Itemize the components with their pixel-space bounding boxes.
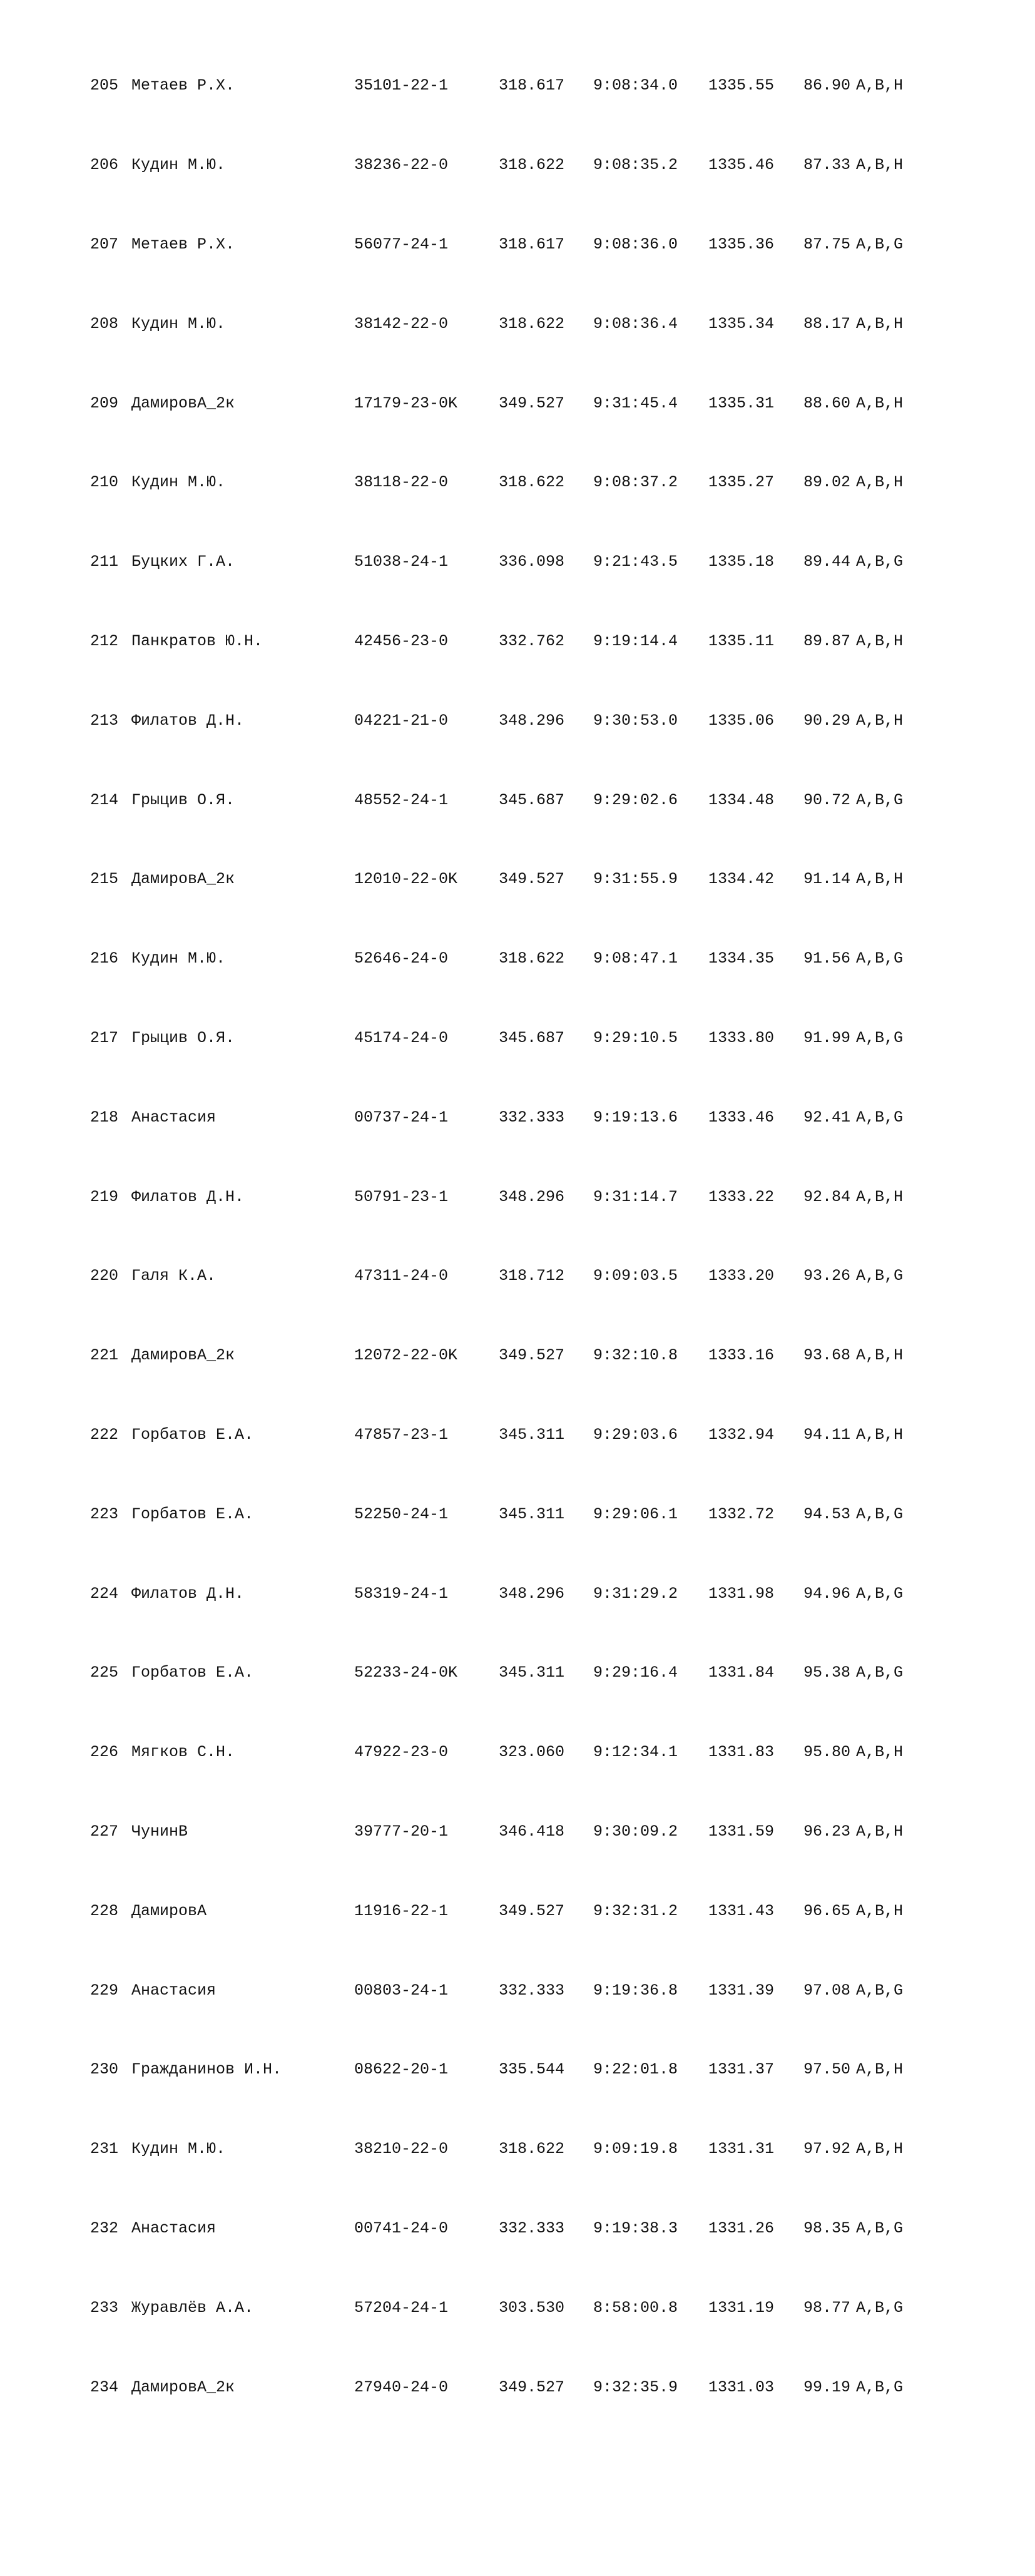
distance-cell: 332.333 (499, 1108, 565, 1127)
name-cell: Кудин М.Ю. (131, 473, 226, 492)
time-cell: 9:29:02.6 (593, 790, 678, 809)
flags-cell: A,B,H (856, 870, 904, 889)
name-cell: Филатов Д.Н. (131, 1187, 245, 1206)
table-row (90, 314, 904, 334)
distance-cell: 348.296 (499, 711, 565, 730)
name-cell: Мягков С.Н. (131, 1743, 235, 1762)
name-cell: Филатов Д.Н. (131, 1584, 245, 1603)
distance-cell: 349.527 (499, 1346, 565, 1365)
distance-cell: 345.311 (499, 1505, 565, 1523)
time-cell: 9:31:14.7 (593, 1187, 678, 1206)
speed-cell: 1334.48 (708, 790, 775, 809)
table-row (90, 1108, 904, 1128)
coefficient-cell: 95.80 (803, 1743, 851, 1762)
name-cell: Журавлёв А.А. (131, 2298, 254, 2317)
speed-cell: 1335.36 (708, 235, 775, 253)
coefficient-cell: 97.50 (803, 2060, 851, 2079)
place-cell: 234 (90, 2378, 119, 2396)
speed-cell: 1333.20 (708, 1267, 775, 1285)
name-cell: Анастасия (131, 1981, 217, 2000)
ring-cell: 51038-24-1 (354, 553, 449, 571)
place-cell: 207 (90, 235, 119, 253)
flags-cell: A,B,H (856, 711, 904, 730)
flags-cell: A,B,H (856, 1901, 904, 1920)
flags-cell: A,B,G (856, 2378, 904, 2396)
table-row (90, 1425, 904, 1445)
ring-cell: 39777-20-1 (354, 1822, 449, 1841)
table-row (90, 2378, 904, 2398)
place-cell: 214 (90, 790, 119, 809)
coefficient-cell: 89.02 (803, 473, 851, 492)
place-cell: 223 (90, 1505, 119, 1523)
place-cell: 231 (90, 2140, 119, 2159)
place-cell: 222 (90, 1425, 119, 1444)
time-cell: 9:08:47.1 (593, 949, 678, 968)
speed-cell: 1335.06 (708, 711, 775, 730)
flags-cell: A,B,G (856, 1267, 904, 1285)
name-cell: Кудин М.Ю. (131, 156, 226, 175)
flags-cell: A,B,H (856, 1187, 904, 1206)
table-row (90, 711, 904, 731)
ring-cell: 52250-24-1 (354, 1505, 449, 1523)
distance-cell: 303.530 (499, 2298, 565, 2317)
speed-cell: 1331.03 (708, 2378, 775, 2396)
distance-cell: 318.622 (499, 949, 565, 968)
ring-cell: 11916-22-1 (354, 1901, 449, 1920)
table-row (90, 790, 904, 810)
distance-cell: 345.311 (499, 1425, 565, 1444)
distance-cell: 318.622 (499, 314, 565, 333)
flags-cell: A,B,H (856, 2060, 904, 2079)
speed-cell: 1332.72 (708, 1505, 775, 1523)
table-row (90, 1822, 904, 1842)
flags-cell: A,B,G (856, 790, 904, 809)
table-row (90, 2139, 904, 2159)
time-cell: 9:31:45.4 (593, 394, 678, 412)
flags-cell: A,B,G (856, 553, 904, 571)
coefficient-cell: 92.84 (803, 1187, 851, 1206)
time-cell: 9:29:03.6 (593, 1425, 678, 1444)
coefficient-cell: 91.99 (803, 1028, 851, 1047)
name-cell: Метаев Р.Х. (131, 76, 235, 95)
table-row (90, 76, 904, 96)
time-cell: 9:30:09.2 (593, 1822, 678, 1841)
coefficient-cell: 87.33 (803, 156, 851, 175)
ring-cell: 00803-24-1 (354, 1981, 449, 2000)
ring-cell: 00741-24-0 (354, 2219, 449, 2237)
flags-cell: A,B,H (856, 631, 904, 650)
place-cell: 206 (90, 156, 119, 175)
distance-cell: 348.296 (499, 1584, 565, 1603)
name-cell: Буцких Г.А. (131, 553, 235, 571)
place-cell: 205 (90, 76, 119, 95)
time-cell: 9:29:16.4 (593, 1664, 678, 1682)
flags-cell: A,B,H (856, 1743, 904, 1762)
flags-cell: A,B,G (856, 1584, 904, 1603)
table-row (90, 2298, 904, 2318)
ring-cell: 38210-22-0 (354, 2140, 449, 2159)
table-row (90, 1505, 904, 1525)
name-cell: Грыцив О.Я. (131, 1028, 235, 1047)
speed-cell: 1331.39 (708, 1981, 775, 2000)
place-cell: 232 (90, 2219, 119, 2237)
place-cell: 230 (90, 2060, 119, 2079)
speed-cell: 1331.43 (708, 1901, 775, 1920)
coefficient-cell: 98.77 (803, 2298, 851, 2317)
ring-cell: 47857-23-1 (354, 1425, 449, 1444)
time-cell: 9:29:06.1 (593, 1505, 678, 1523)
distance-cell: 349.527 (499, 870, 565, 889)
distance-cell: 335.544 (499, 2060, 565, 2079)
coefficient-cell: 99.19 (803, 2378, 851, 2396)
place-cell: 212 (90, 631, 119, 650)
place-cell: 221 (90, 1346, 119, 1365)
flags-cell: A,B,H (856, 2140, 904, 2159)
name-cell: Кудин М.Ю. (131, 2140, 226, 2159)
place-cell: 210 (90, 473, 119, 492)
coefficient-cell: 90.29 (803, 711, 851, 730)
speed-cell: 1335.31 (708, 394, 775, 412)
flags-cell: A,B,H (856, 394, 904, 412)
time-cell: 9:09:03.5 (593, 1267, 678, 1285)
ring-cell: 08622-20-1 (354, 2060, 449, 2079)
flags-cell: A,B,H (856, 76, 904, 95)
coefficient-cell: 90.72 (803, 790, 851, 809)
ring-cell: 50791-23-1 (354, 1187, 449, 1206)
speed-cell: 1333.22 (708, 1187, 775, 1206)
coefficient-cell: 93.68 (803, 1346, 851, 1365)
flags-cell: A,B,G (856, 1108, 904, 1127)
time-cell: 9:30:53.0 (593, 711, 678, 730)
name-cell: ЧунинВ (131, 1822, 188, 1841)
time-cell: 9:19:13.6 (593, 1108, 678, 1127)
table-row (90, 1266, 904, 1286)
coefficient-cell: 91.14 (803, 870, 851, 889)
time-cell: 9:08:36.0 (593, 235, 678, 253)
speed-cell: 1335.34 (708, 314, 775, 333)
flags-cell: A,B,H (856, 1346, 904, 1365)
distance-cell: 345.687 (499, 1028, 565, 1047)
table-row (90, 1028, 904, 1048)
name-cell: Кудин М.Ю. (131, 949, 226, 968)
coefficient-cell: 98.35 (803, 2219, 851, 2237)
time-cell: 9:08:35.2 (593, 156, 678, 175)
speed-cell: 1331.19 (708, 2298, 775, 2317)
table-row (90, 235, 904, 255)
ring-cell: 52233-24-0K (354, 1664, 458, 1682)
speed-cell: 1331.31 (708, 2140, 775, 2159)
distance-cell: 318.617 (499, 235, 565, 253)
table-row (90, 1901, 904, 1921)
name-cell: Гражданинов И.Н. (131, 2060, 282, 2079)
table-row (90, 394, 904, 414)
name-cell: Грыцив О.Я. (131, 790, 235, 809)
time-cell: 9:29:10.5 (593, 1028, 678, 1047)
flags-cell: A,B,G (856, 235, 904, 253)
coefficient-cell: 94.11 (803, 1425, 851, 1444)
distance-cell: 323.060 (499, 1743, 565, 1762)
name-cell: Анастасия (131, 2219, 217, 2237)
place-cell: 226 (90, 1743, 119, 1762)
distance-cell: 318.617 (499, 76, 565, 95)
coefficient-cell: 93.26 (803, 1267, 851, 1285)
time-cell: 9:19:36.8 (593, 1981, 678, 2000)
ring-cell: 48552-24-1 (354, 790, 449, 809)
table-row (90, 2060, 904, 2080)
distance-cell: 318.622 (499, 2140, 565, 2159)
name-cell: Горбатов Е.А. (131, 1505, 254, 1523)
speed-cell: 1335.27 (708, 473, 775, 492)
ring-cell: 04221-21-0 (354, 711, 449, 730)
speed-cell: 1331.59 (708, 1822, 775, 1841)
speed-cell: 1335.11 (708, 631, 775, 650)
place-cell: 220 (90, 1267, 119, 1285)
place-cell: 208 (90, 314, 119, 333)
coefficient-cell: 97.08 (803, 1981, 851, 2000)
place-cell: 225 (90, 1664, 119, 1682)
ring-cell: 42456-23-0 (354, 631, 449, 650)
coefficient-cell: 88.60 (803, 394, 851, 412)
ring-cell: 17179-23-0K (354, 394, 458, 412)
name-cell: Галя К.А. (131, 1267, 217, 1285)
time-cell: 9:31:55.9 (593, 870, 678, 889)
flags-cell: A,B,G (856, 2219, 904, 2237)
flags-cell: A,B,G (856, 2298, 904, 2317)
place-cell: 227 (90, 1822, 119, 1841)
coefficient-cell: 96.23 (803, 1822, 851, 1841)
time-cell: 9:19:38.3 (593, 2219, 678, 2237)
distance-cell: 332.762 (499, 631, 565, 650)
table-row (90, 1187, 904, 1207)
time-cell: 8:58:00.8 (593, 2298, 678, 2317)
table-row (90, 155, 904, 175)
name-cell: ДамировА_2к (131, 1346, 235, 1365)
coefficient-cell: 91.56 (803, 949, 851, 968)
table-row (90, 1584, 904, 1604)
coefficient-cell: 88.17 (803, 314, 851, 333)
table-row (90, 1981, 904, 2001)
distance-cell: 346.418 (499, 1822, 565, 1841)
table-row (90, 473, 904, 493)
name-cell: ДамировА_2к (131, 870, 235, 889)
name-cell: Метаев Р.Х. (131, 235, 235, 253)
ring-cell: 58319-24-1 (354, 1584, 449, 1603)
ring-cell: 38236-22-0 (354, 156, 449, 175)
place-cell: 215 (90, 870, 119, 889)
ring-cell: 00737-24-1 (354, 1108, 449, 1127)
distance-cell: 336.098 (499, 553, 565, 571)
time-cell: 9:32:31.2 (593, 1901, 678, 1920)
coefficient-cell: 94.96 (803, 1584, 851, 1603)
name-cell: ДамировА (131, 1901, 207, 1920)
coefficient-cell: 97.92 (803, 2140, 851, 2159)
results-table (90, 36, 904, 2417)
speed-cell: 1335.18 (708, 553, 775, 571)
flags-cell: A,B,H (856, 473, 904, 492)
speed-cell: 1335.55 (708, 76, 775, 95)
name-cell: Кудин М.Ю. (131, 314, 226, 333)
time-cell: 9:09:19.8 (593, 2140, 678, 2159)
name-cell: ДамировА_2к (131, 394, 235, 412)
place-cell: 216 (90, 949, 119, 968)
table-row (90, 552, 904, 572)
flags-cell: A,B,H (856, 156, 904, 175)
speed-cell: 1335.46 (708, 156, 775, 175)
ring-cell: 12010-22-0K (354, 870, 458, 889)
distance-cell: 332.333 (499, 2219, 565, 2237)
flags-cell: A,B,G (856, 1505, 904, 1523)
coefficient-cell: 86.90 (803, 76, 851, 95)
distance-cell: 318.712 (499, 1267, 565, 1285)
table-row (90, 631, 904, 652)
distance-cell: 345.311 (499, 1664, 565, 1682)
flags-cell: A,B,H (856, 1822, 904, 1841)
ring-cell: 12072-22-0K (354, 1346, 458, 1365)
ring-cell: 47922-23-0 (354, 1743, 449, 1762)
coefficient-cell: 96.65 (803, 1901, 851, 1920)
time-cell: 9:08:36.4 (593, 314, 678, 333)
time-cell: 9:08:37.2 (593, 473, 678, 492)
name-cell: Анастасия (131, 1108, 217, 1127)
table-row (90, 869, 904, 889)
ring-cell: 27940-24-0 (354, 2378, 449, 2396)
speed-cell: 1331.84 (708, 1664, 775, 1682)
coefficient-cell: 89.87 (803, 631, 851, 650)
place-cell: 228 (90, 1901, 119, 1920)
name-cell: Горбатов Е.А. (131, 1425, 254, 1444)
distance-cell: 349.527 (499, 1901, 565, 1920)
ring-cell: 35101-22-1 (354, 76, 449, 95)
place-cell: 217 (90, 1028, 119, 1047)
time-cell: 9:22:01.8 (593, 2060, 678, 2079)
ring-cell: 52646-24-0 (354, 949, 449, 968)
place-cell: 211 (90, 553, 119, 571)
name-cell: ДамировА_2к (131, 2378, 235, 2396)
time-cell: 9:32:10.8 (593, 1346, 678, 1365)
speed-cell: 1332.94 (708, 1425, 775, 1444)
speed-cell: 1331.83 (708, 1743, 775, 1762)
speed-cell: 1333.46 (708, 1108, 775, 1127)
ring-cell: 38142-22-0 (354, 314, 449, 333)
place-cell: 229 (90, 1981, 119, 2000)
flags-cell: A,B,H (856, 314, 904, 333)
place-cell: 209 (90, 394, 119, 412)
speed-cell: 1334.35 (708, 949, 775, 968)
time-cell: 9:32:35.9 (593, 2378, 678, 2396)
ring-cell: 47311-24-0 (354, 1267, 449, 1285)
coefficient-cell: 94.53 (803, 1505, 851, 1523)
speed-cell: 1331.98 (708, 1584, 775, 1603)
place-cell: 218 (90, 1108, 119, 1127)
time-cell: 9:19:14.4 (593, 631, 678, 650)
distance-cell: 345.687 (499, 790, 565, 809)
distance-cell: 349.527 (499, 2378, 565, 2396)
name-cell: Филатов Д.Н. (131, 711, 245, 730)
time-cell: 9:12:34.1 (593, 1743, 678, 1762)
distance-cell: 318.622 (499, 473, 565, 492)
place-cell: 233 (90, 2298, 119, 2317)
coefficient-cell: 95.38 (803, 1664, 851, 1682)
speed-cell: 1331.26 (708, 2219, 775, 2237)
ring-cell: 56077-24-1 (354, 235, 449, 253)
speed-cell: 1334.42 (708, 870, 775, 889)
ring-cell: 38118-22-0 (354, 473, 449, 492)
distance-cell: 348.296 (499, 1187, 565, 1206)
table-row (90, 949, 904, 969)
speed-cell: 1331.37 (708, 2060, 775, 2079)
distance-cell: 318.622 (499, 156, 565, 175)
flags-cell: A,B,G (856, 1664, 904, 1682)
coefficient-cell: 87.75 (803, 235, 851, 253)
place-cell: 224 (90, 1584, 119, 1603)
speed-cell: 1333.16 (708, 1346, 775, 1365)
coefficient-cell: 92.41 (803, 1108, 851, 1127)
ring-cell: 45174-24-0 (354, 1028, 449, 1047)
flags-cell: A,B,G (856, 1028, 904, 1047)
time-cell: 9:21:43.5 (593, 553, 678, 571)
distance-cell: 349.527 (499, 394, 565, 412)
table-row (90, 2219, 904, 2239)
name-cell: Горбатов Е.А. (131, 1664, 254, 1682)
place-cell: 219 (90, 1187, 119, 1206)
speed-cell: 1333.80 (708, 1028, 775, 1047)
time-cell: 9:08:34.0 (593, 76, 678, 95)
distance-cell: 332.333 (499, 1981, 565, 2000)
table-row (90, 1742, 904, 1762)
time-cell: 9:31:29.2 (593, 1584, 678, 1603)
place-cell: 213 (90, 711, 119, 730)
name-cell: Панкратов Ю.Н. (131, 631, 263, 650)
table-row (90, 1663, 904, 1683)
flags-cell: A,B,G (856, 949, 904, 968)
flags-cell: A,B,G (856, 1981, 904, 2000)
table-row (90, 1346, 904, 1366)
coefficient-cell: 89.44 (803, 553, 851, 571)
ring-cell: 57204-24-1 (354, 2298, 449, 2317)
flags-cell: A,B,H (856, 1425, 904, 1444)
